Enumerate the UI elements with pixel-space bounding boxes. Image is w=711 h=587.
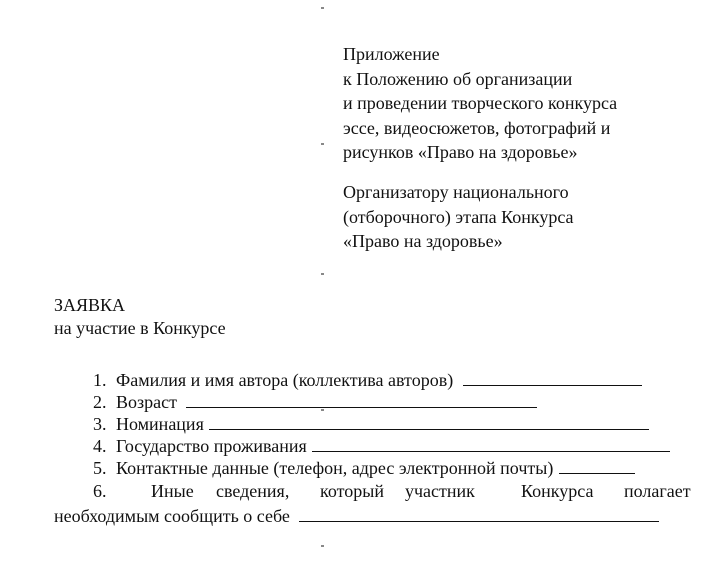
application-title: ЗАЯВКА bbox=[54, 295, 126, 315]
fill-in-line[interactable] bbox=[209, 412, 649, 430]
form-item bbox=[93, 390, 537, 413]
form-item bbox=[93, 456, 635, 479]
item-number: 4. bbox=[93, 436, 107, 456]
addressee-line: (отборочного) этапа Конкурса bbox=[343, 206, 574, 227]
fill-in-line[interactable] bbox=[299, 504, 659, 522]
item6-word: полагает bbox=[624, 481, 691, 501]
appendix-line: Приложение bbox=[343, 44, 440, 64]
addressee-block bbox=[343, 180, 574, 254]
appendix-block bbox=[343, 42, 617, 165]
scan-speck bbox=[321, 7, 324, 9]
fill-in-line[interactable] bbox=[463, 368, 642, 386]
fill-in-line[interactable] bbox=[559, 456, 635, 474]
item-number: 3. bbox=[93, 414, 107, 434]
item-number: 5. bbox=[93, 458, 107, 478]
scan-speck bbox=[321, 143, 324, 145]
item6-word: который bbox=[320, 481, 384, 501]
form-item bbox=[93, 368, 642, 391]
appendix-line: к Положению об организации bbox=[343, 68, 573, 89]
item6-word: Иные bbox=[151, 481, 194, 501]
item6-word: Конкурса bbox=[521, 481, 594, 501]
appendix-line: рисунков «Право на здоровье» bbox=[343, 142, 578, 162]
scan-speck bbox=[321, 545, 324, 547]
item-label: Фамилия и имя автора (коллектива авторов) bbox=[116, 370, 454, 390]
item-label: Контактные данные (телефон, адрес электронной почты) bbox=[116, 458, 554, 478]
item-label: Возраст bbox=[116, 392, 177, 412]
item6-word: участник bbox=[405, 481, 475, 501]
item-label: необходимым сообщить о себе bbox=[54, 506, 290, 526]
appendix-line: эссе, видеосюжетов, фотографий и bbox=[343, 117, 611, 138]
fill-in-line[interactable] bbox=[312, 434, 670, 452]
item-number: 2. bbox=[93, 392, 107, 412]
application-subtitle: на участие в Конкурсе bbox=[54, 318, 226, 338]
addressee-line: «Право на здоровье» bbox=[343, 231, 503, 251]
addressee-line: Организатору национального bbox=[343, 182, 569, 202]
item-number: 6. bbox=[93, 481, 107, 501]
scan-speck bbox=[321, 273, 324, 275]
form-item-6-continued bbox=[54, 504, 659, 527]
item6-word: сведения, bbox=[216, 481, 290, 501]
application-heading bbox=[54, 294, 226, 340]
appendix-line: и проведении творческого конкурса bbox=[343, 93, 618, 113]
item-label: Государство проживания bbox=[116, 436, 307, 456]
form-item bbox=[93, 412, 649, 435]
fill-in-line[interactable] bbox=[186, 390, 537, 408]
item-number: 1. bbox=[93, 370, 107, 390]
item-label: Номинация bbox=[116, 414, 204, 434]
form-item bbox=[93, 434, 670, 457]
